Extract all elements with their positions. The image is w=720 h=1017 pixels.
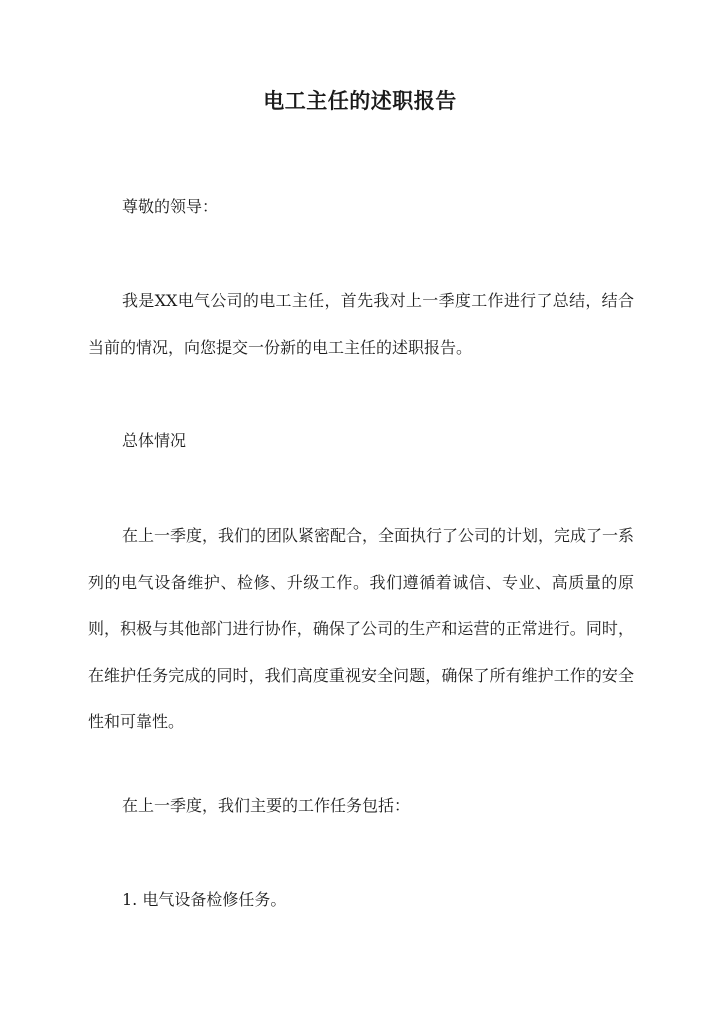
summary-paragraph: 在上一季度，我们的团队紧密配合，全面执行了公司的计划，完成了一系列的电气设备维护、检修、升级工作。我们遵循着诚信、专业、高质量的原则，积极与其他部门进行协作，确保了公司的生产和运营的正常进行。同时，在维护任务完成的同时，我们高度重视安全问题，确保了所有维护工作的安全性和可靠性。 xyxy=(88,526,635,731)
tasks-intro: 在上一季度，我们主要的工作任务包括： xyxy=(122,796,411,815)
list-item: 1. 电气设备检修任务。 xyxy=(122,890,287,909)
document-title: 电工主任的述职报告 xyxy=(263,88,457,113)
salutation: 尊敬的领导： xyxy=(122,197,219,216)
intro-paragraph: 我是XX电气公司的电工主任，首先我对上一季度工作进行了总结，结合当前的情况，向您提交一份新的电工主任的述职报告。 xyxy=(88,291,634,357)
section-heading: 总体情况 xyxy=(122,431,187,450)
